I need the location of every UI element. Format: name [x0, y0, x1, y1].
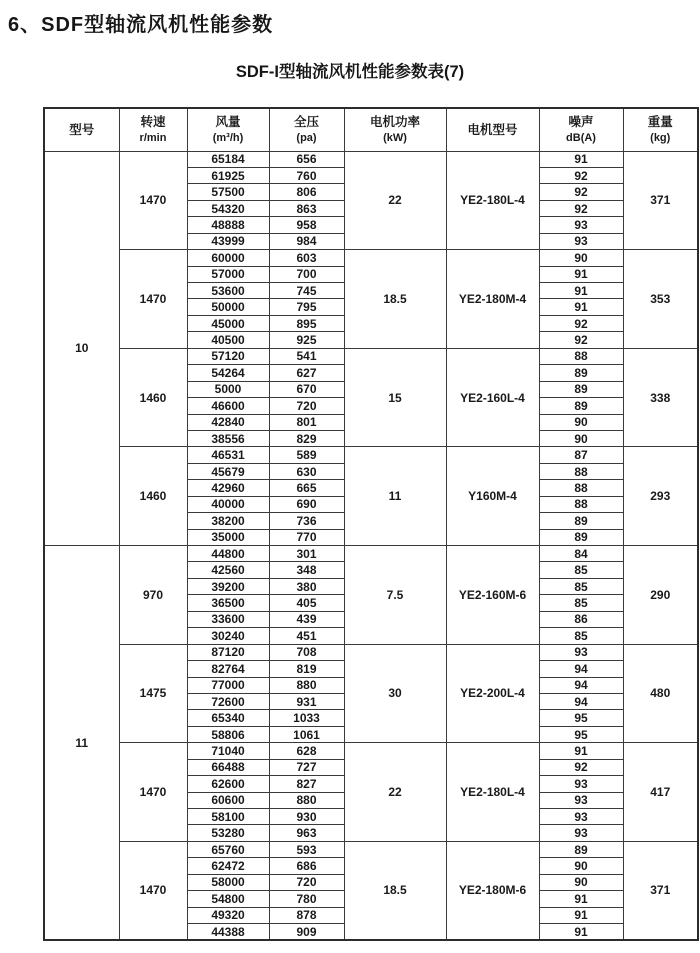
column-header: 转速 r/min: [119, 108, 187, 151]
airflow-cell: 53600: [187, 283, 269, 299]
noise-cell: 93: [539, 644, 623, 660]
weight-cell: 417: [623, 743, 698, 842]
airflow-cell: 42960: [187, 480, 269, 496]
noise-cell: 92: [539, 167, 623, 183]
noise-cell: 95: [539, 710, 623, 726]
noise-cell: 91: [539, 743, 623, 759]
airflow-cell: 62472: [187, 858, 269, 874]
pressure-cell: 895: [269, 315, 344, 331]
pressure-cell: 780: [269, 891, 344, 907]
power-cell: 18.5: [344, 250, 446, 349]
pressure-cell: 593: [269, 841, 344, 857]
speed-cell: 1460: [119, 348, 187, 447]
table-title: SDF-I型轴流风机性能参数表(7): [235, 63, 465, 81]
header-row: [44, 108, 698, 151]
pressure-cell: 301: [269, 546, 344, 562]
speed-cell: 1470: [119, 743, 187, 842]
airflow-cell: 54264: [187, 365, 269, 381]
airflow-cell: 39200: [187, 578, 269, 594]
noise-cell: 94: [539, 677, 623, 693]
airflow-cell: 45000: [187, 315, 269, 331]
pressure-cell: 880: [269, 677, 344, 693]
motor-model-cell: YE2-160L-4: [446, 348, 539, 447]
pressure-cell: 348: [269, 562, 344, 578]
airflow-cell: 38200: [187, 513, 269, 529]
pressure-cell: 690: [269, 496, 344, 512]
weight-cell: 290: [623, 546, 698, 645]
pressure-cell: 628: [269, 743, 344, 759]
pressure-cell: 819: [269, 661, 344, 677]
pressure-cell: 541: [269, 348, 344, 364]
noise-cell: 85: [539, 562, 623, 578]
motor-model-cell: Y160M-4: [446, 447, 539, 546]
power-cell: 7.5: [344, 546, 446, 645]
weight-cell: 371: [623, 841, 698, 940]
motor-model-cell: YE2-180L-4: [446, 743, 539, 842]
speed-cell: 1470: [119, 250, 187, 349]
airflow-cell: 65340: [187, 710, 269, 726]
pressure-cell: 745: [269, 283, 344, 299]
pressure-cell: 627: [269, 365, 344, 381]
motor-model-cell: YE2-180L-4: [446, 151, 539, 250]
column-header: 电机功率 (kW): [344, 108, 446, 151]
motor-model-cell: YE2-200L-4: [446, 644, 539, 743]
table-row: [44, 644, 698, 660]
pressure-cell: 656: [269, 151, 344, 167]
pressure-cell: 1061: [269, 726, 344, 742]
speed-cell: 1475: [119, 644, 187, 743]
noise-cell: 89: [539, 398, 623, 414]
pressure-cell: 770: [269, 529, 344, 545]
pressure-cell: 686: [269, 858, 344, 874]
noise-cell: 94: [539, 693, 623, 709]
noise-cell: 88: [539, 480, 623, 496]
airflow-cell: 62600: [187, 776, 269, 792]
pressure-cell: 727: [269, 759, 344, 775]
airflow-cell: 87120: [187, 644, 269, 660]
pressure-cell: 795: [269, 299, 344, 315]
pressure-cell: 700: [269, 266, 344, 282]
column-header: 型号: [44, 108, 119, 151]
noise-cell: 89: [539, 513, 623, 529]
noise-cell: 85: [539, 595, 623, 611]
airflow-cell: 54800: [187, 891, 269, 907]
noise-cell: 92: [539, 184, 623, 200]
table-row: [44, 743, 698, 759]
airflow-cell: 5000: [187, 381, 269, 397]
table-row: [44, 447, 698, 463]
airflow-cell: 30240: [187, 628, 269, 644]
airflow-cell: 42840: [187, 414, 269, 430]
noise-cell: 93: [539, 825, 623, 841]
pressure-cell: 931: [269, 693, 344, 709]
airflow-cell: 46531: [187, 447, 269, 463]
pressure-cell: 806: [269, 184, 344, 200]
noise-cell: 89: [539, 529, 623, 545]
pressure-cell: 878: [269, 907, 344, 923]
speed-cell: 1460: [119, 447, 187, 546]
speed-cell: 1470: [119, 841, 187, 940]
noise-cell: 92: [539, 315, 623, 331]
noise-cell: 90: [539, 414, 623, 430]
model-cell: 10: [44, 151, 119, 546]
noise-cell: 90: [539, 874, 623, 890]
fan-performance-table: [43, 107, 699, 941]
table-row: [44, 151, 698, 167]
noise-cell: 90: [539, 430, 623, 446]
weight-cell: 353: [623, 250, 698, 349]
noise-cell: 93: [539, 233, 623, 249]
airflow-cell: 36500: [187, 595, 269, 611]
noise-cell: 86: [539, 611, 623, 627]
pressure-cell: 760: [269, 167, 344, 183]
airflow-cell: 60600: [187, 792, 269, 808]
column-header: 全压 (pa): [269, 108, 344, 151]
airflow-cell: 40000: [187, 496, 269, 512]
pressure-cell: 827: [269, 776, 344, 792]
noise-cell: 91: [539, 283, 623, 299]
table-header: [44, 108, 698, 151]
noise-cell: 89: [539, 841, 623, 857]
power-cell: 22: [344, 151, 446, 250]
noise-cell: 93: [539, 809, 623, 825]
airflow-cell: 65184: [187, 151, 269, 167]
power-cell: 11: [344, 447, 446, 546]
noise-cell: 89: [539, 365, 623, 381]
motor-model-cell: YE2-180M-4: [446, 250, 539, 349]
pressure-cell: 863: [269, 200, 344, 216]
noise-cell: 85: [539, 628, 623, 644]
table-row: [44, 250, 698, 266]
column-header: 电机型号: [446, 108, 539, 151]
motor-model-cell: YE2-160M-6: [446, 546, 539, 645]
airflow-cell: 58100: [187, 809, 269, 825]
pressure-cell: 405: [269, 595, 344, 611]
pressure-cell: 670: [269, 381, 344, 397]
airflow-cell: 57000: [187, 266, 269, 282]
speed-cell: 1470: [119, 151, 187, 250]
noise-cell: 91: [539, 151, 623, 167]
table-body: [44, 151, 698, 940]
airflow-cell: 82764: [187, 661, 269, 677]
noise-cell: 93: [539, 217, 623, 233]
speed-cell: 970: [119, 546, 187, 645]
airflow-cell: 40500: [187, 332, 269, 348]
power-cell: 18.5: [344, 841, 446, 940]
pressure-cell: 829: [269, 430, 344, 446]
motor-model-cell: YE2-180M-6: [446, 841, 539, 940]
pressure-cell: 984: [269, 233, 344, 249]
airflow-cell: 53280: [187, 825, 269, 841]
column-header: 风量 (m³/h): [187, 108, 269, 151]
pressure-cell: 439: [269, 611, 344, 627]
airflow-cell: 45679: [187, 463, 269, 479]
pressure-cell: 451: [269, 628, 344, 644]
pressure-cell: 958: [269, 217, 344, 233]
power-cell: 22: [344, 743, 446, 842]
weight-cell: 293: [623, 447, 698, 546]
noise-cell: 91: [539, 891, 623, 907]
table-row: [44, 546, 698, 562]
noise-cell: 91: [539, 907, 623, 923]
airflow-cell: 60000: [187, 250, 269, 266]
pressure-cell: 720: [269, 874, 344, 890]
noise-cell: 92: [539, 200, 623, 216]
pressure-cell: 880: [269, 792, 344, 808]
noise-cell: 88: [539, 348, 623, 364]
weight-cell: 371: [623, 151, 698, 250]
weight-cell: 480: [623, 644, 698, 743]
model-cell: 11: [44, 546, 119, 941]
noise-cell: 93: [539, 792, 623, 808]
pressure-cell: 801: [269, 414, 344, 430]
airflow-cell: 50000: [187, 299, 269, 315]
pressure-cell: 909: [269, 924, 344, 940]
pressure-cell: 589: [269, 447, 344, 463]
airflow-cell: 71040: [187, 743, 269, 759]
noise-cell: 85: [539, 578, 623, 594]
pressure-cell: 720: [269, 398, 344, 414]
column-header: 噪声 dB(A): [539, 108, 623, 151]
airflow-cell: 77000: [187, 677, 269, 693]
pressure-cell: 963: [269, 825, 344, 841]
airflow-cell: 44388: [187, 924, 269, 940]
airflow-cell: 72600: [187, 693, 269, 709]
table-row: [44, 841, 698, 857]
airflow-cell: 33600: [187, 611, 269, 627]
pressure-cell: 708: [269, 644, 344, 660]
noise-cell: 91: [539, 924, 623, 940]
page-title: 6、SDF型轴流风机性能参数: [8, 14, 274, 36]
airflow-cell: 38556: [187, 430, 269, 446]
airflow-cell: 57500: [187, 184, 269, 200]
column-header: 重量 (kg): [623, 108, 698, 151]
noise-cell: 84: [539, 546, 623, 562]
pressure-cell: 736: [269, 513, 344, 529]
noise-cell: 93: [539, 776, 623, 792]
airflow-cell: 48888: [187, 217, 269, 233]
noise-cell: 89: [539, 381, 623, 397]
power-cell: 30: [344, 644, 446, 743]
pressure-cell: 925: [269, 332, 344, 348]
pressure-cell: 630: [269, 463, 344, 479]
noise-cell: 91: [539, 266, 623, 282]
noise-cell: 90: [539, 250, 623, 266]
power-cell: 15: [344, 348, 446, 447]
airflow-cell: 44800: [187, 546, 269, 562]
airflow-cell: 54320: [187, 200, 269, 216]
weight-cell: 338: [623, 348, 698, 447]
airflow-cell: 65760: [187, 841, 269, 857]
pressure-cell: 665: [269, 480, 344, 496]
airflow-cell: 66488: [187, 759, 269, 775]
table-row: [44, 348, 698, 364]
airflow-cell: 61925: [187, 167, 269, 183]
noise-cell: 95: [539, 726, 623, 742]
airflow-cell: 46600: [187, 398, 269, 414]
noise-cell: 92: [539, 759, 623, 775]
noise-cell: 94: [539, 661, 623, 677]
airflow-cell: 57120: [187, 348, 269, 364]
noise-cell: 88: [539, 463, 623, 479]
airflow-cell: 58000: [187, 874, 269, 890]
noise-cell: 91: [539, 299, 623, 315]
noise-cell: 92: [539, 332, 623, 348]
airflow-cell: 42560: [187, 562, 269, 578]
airflow-cell: 43999: [187, 233, 269, 249]
noise-cell: 90: [539, 858, 623, 874]
airflow-cell: 58806: [187, 726, 269, 742]
airflow-cell: 35000: [187, 529, 269, 545]
airflow-cell: 49320: [187, 907, 269, 923]
pressure-cell: 930: [269, 809, 344, 825]
pressure-cell: 603: [269, 250, 344, 266]
pressure-cell: 1033: [269, 710, 344, 726]
noise-cell: 88: [539, 496, 623, 512]
pressure-cell: 380: [269, 578, 344, 594]
noise-cell: 87: [539, 447, 623, 463]
